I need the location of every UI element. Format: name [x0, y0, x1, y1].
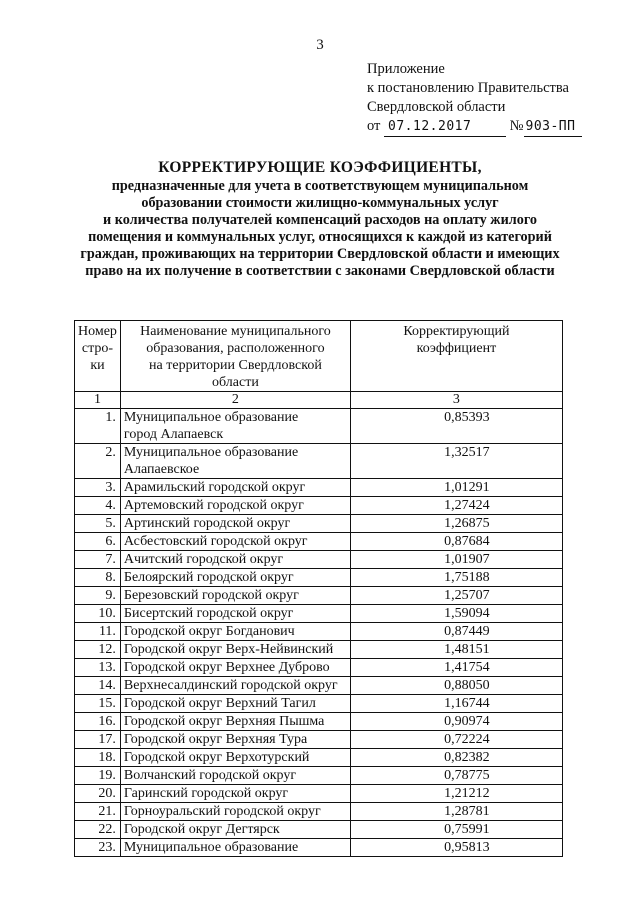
row-number: 8. — [75, 569, 121, 587]
document-title — [40, 158, 600, 280]
municipality-name — [120, 785, 350, 803]
municipality-name — [120, 444, 350, 479]
table-row — [75, 659, 563, 677]
title-line: граждан, проживающих на территории Свердловской области и имеющих — [80, 246, 560, 262]
municipality-name — [120, 551, 350, 569]
municipality-name — [120, 497, 350, 515]
municipality-name — [120, 839, 350, 857]
title-main: КОРРЕКТИРУЮЩИЕ КОЭФФИЦИЕНТЫ, — [158, 159, 482, 176]
municipality-name-line: Городской округ Верхняя Тура — [123, 732, 308, 747]
row-number: 7. — [75, 551, 121, 569]
title-line: образовании стоимости жилищно-коммунальных услуг — [141, 195, 499, 211]
coefficient-value: 1,48151 — [350, 641, 562, 659]
municipality-name — [120, 587, 350, 605]
appendix-line-3: Свердловской области — [367, 99, 506, 115]
municipality-name-line: Муниципальное образование — [123, 840, 299, 855]
index-cell: 1 — [75, 392, 121, 409]
coefficient-value: 1,75188 — [350, 569, 562, 587]
table-row — [75, 749, 563, 767]
municipality-name — [120, 569, 350, 587]
row-number: 15. — [75, 695, 121, 713]
coefficient-value: 1,16744 — [350, 695, 562, 713]
row-number: 10. — [75, 605, 121, 623]
table-row — [75, 767, 563, 785]
row-number: 21. — [75, 803, 121, 821]
municipality-name — [120, 695, 350, 713]
municipality-name-line: Артемовский городской округ — [123, 498, 304, 513]
coefficient-value: 1,41754 — [350, 659, 562, 677]
coefficient-value: 0,85393 — [350, 409, 562, 444]
header-municipality-name: Наименование муниципального образования, расположенного на территории Свердловской области — [120, 321, 350, 392]
coefficient-value: 0,75991 — [350, 821, 562, 839]
coefficient-value: 1,59094 — [350, 605, 562, 623]
table-row — [75, 695, 563, 713]
coefficient-value: 1,21212 — [350, 785, 562, 803]
municipality-name — [120, 659, 350, 677]
table-row — [75, 731, 563, 749]
municipality-name-line: Белоярский городской округ — [123, 570, 294, 585]
municipality-name-line: Асбестовский городской округ — [123, 534, 308, 549]
table-row — [75, 803, 563, 821]
municipality-name-line: город Алапаевск — [123, 427, 224, 442]
row-number: 23. — [75, 839, 121, 857]
table-row — [75, 713, 563, 731]
coefficient-value: 0,88050 — [350, 677, 562, 695]
date-prefix: от — [367, 118, 381, 134]
table-row — [75, 515, 563, 533]
appendix-line-2: к постановлению Правительства — [367, 80, 569, 96]
municipality-name — [120, 641, 350, 659]
municipality-name — [120, 677, 350, 695]
row-number: 1. — [75, 409, 121, 444]
table-row — [75, 839, 563, 857]
row-number: 11. — [75, 623, 121, 641]
row-number: 3. — [75, 479, 121, 497]
municipality-name — [120, 605, 350, 623]
municipality-name-line: Городской округ Верхняя Пышма — [123, 714, 325, 729]
municipality-name-line: Ачитский городской округ — [123, 552, 284, 567]
coefficient-value: 0,87684 — [350, 533, 562, 551]
municipality-name — [120, 803, 350, 821]
table-row — [75, 587, 563, 605]
municipality-name-line: Муниципальное образование — [123, 410, 299, 425]
title-line: и количества получателей компенсаций расходов на оплату жилого — [103, 212, 537, 228]
header-coefficient: Корректирующий коэффициент — [350, 321, 562, 392]
municipality-name-line: Городской округ Дегтярск — [123, 822, 280, 837]
municipality-name — [120, 713, 350, 731]
municipality-name — [120, 479, 350, 497]
row-number: 18. — [75, 749, 121, 767]
municipality-name — [120, 821, 350, 839]
table-index-row — [75, 392, 563, 409]
coefficient-value: 1,28781 — [350, 803, 562, 821]
row-number: 17. — [75, 731, 121, 749]
municipality-name — [120, 749, 350, 767]
appendix-date-line — [367, 117, 582, 137]
municipality-name-line: Городской округ Верхнее Дуброво — [123, 660, 330, 675]
municipality-name-line: Волчанский городской округ — [123, 768, 297, 783]
table-row — [75, 677, 563, 695]
table-row — [75, 785, 563, 803]
table-header-row — [75, 321, 563, 392]
municipality-name-line: Артинский городской округ — [123, 516, 291, 531]
coefficient-value: 1,25707 — [350, 587, 562, 605]
municipality-name — [120, 409, 350, 444]
municipality-name-line: Арамильский городской округ — [123, 480, 306, 495]
title-line: право на их получение в соответствии с законами Свердловской области — [85, 263, 555, 279]
table-row — [75, 444, 563, 479]
row-number: 22. — [75, 821, 121, 839]
municipality-name-line: Алапаевское — [123, 462, 200, 477]
coefficient-value: 0,87449 — [350, 623, 562, 641]
municipality-name — [120, 767, 350, 785]
coefficient-value: 0,78775 — [350, 767, 562, 785]
municipality-name-line: Березовский городской округ — [123, 588, 299, 603]
row-number: 6. — [75, 533, 121, 551]
table-row — [75, 623, 563, 641]
index-cell: 3 — [350, 392, 562, 409]
coefficient-value: 1,26875 — [350, 515, 562, 533]
table-row — [75, 533, 563, 551]
municipality-name — [120, 533, 350, 551]
municipality-name-line: Городской округ Богданович — [123, 624, 295, 639]
municipality-name-line: Городской округ Верхотурский — [123, 750, 310, 765]
coefficient-value: 1,27424 — [350, 497, 562, 515]
municipality-name-line: Муниципальное образование — [123, 445, 299, 460]
coefficient-value: 0,95813 — [350, 839, 562, 857]
table-row — [75, 497, 563, 515]
table-row — [75, 551, 563, 569]
document-number: 903-ПП — [524, 117, 582, 137]
municipality-name — [120, 623, 350, 641]
title-line: помещения и коммунальных услуг, относящихся к каждой из категорий — [88, 229, 552, 245]
table-row — [75, 479, 563, 497]
row-number: 14. — [75, 677, 121, 695]
coefficient-value: 0,82382 — [350, 749, 562, 767]
coefficient-value: 0,72224 — [350, 731, 562, 749]
municipality-name-line: Верхнесалдинский городской округ — [123, 678, 338, 693]
row-number: 2. — [75, 444, 121, 479]
page-number: 3 — [316, 37, 324, 53]
municipality-name-line: Горноуральский городской округ — [123, 804, 321, 819]
title-line: предназначенные для учета в соответствующем муниципальном — [111, 178, 529, 194]
municipality-name-line: Городской округ Верхний Тагил — [123, 696, 316, 711]
row-number: 12. — [75, 641, 121, 659]
row-number: 16. — [75, 713, 121, 731]
table-row — [75, 641, 563, 659]
coefficient-value: 1,01291 — [350, 479, 562, 497]
table-row — [75, 821, 563, 839]
number-prefix: № — [509, 118, 524, 134]
coefficient-value: 0,90974 — [350, 713, 562, 731]
index-cell: 2 — [120, 392, 350, 409]
table-row — [75, 605, 563, 623]
appendix-line-1: Приложение — [367, 61, 445, 77]
table-body — [75, 409, 563, 857]
header-row-number: Номер стро- ки — [75, 321, 121, 392]
row-number: 19. — [75, 767, 121, 785]
row-number: 4. — [75, 497, 121, 515]
municipality-name-line: Гаринский городской округ — [123, 786, 289, 801]
municipality-name-line: Бисертский городской округ — [123, 606, 294, 621]
appendix-block — [367, 60, 582, 137]
row-number: 20. — [75, 785, 121, 803]
municipality-name-line: Городской округ Верх-Нейвинский — [123, 642, 334, 657]
coefficients-table — [74, 320, 563, 857]
row-number: 5. — [75, 515, 121, 533]
table-row — [75, 569, 563, 587]
row-number: 9. — [75, 587, 121, 605]
coefficient-value: 1,01907 — [350, 551, 562, 569]
municipality-name — [120, 515, 350, 533]
row-number: 13. — [75, 659, 121, 677]
coefficient-value: 1,32517 — [350, 444, 562, 479]
table-row — [75, 409, 563, 444]
municipality-name — [120, 731, 350, 749]
document-date: 07.12.2017 — [384, 117, 506, 137]
